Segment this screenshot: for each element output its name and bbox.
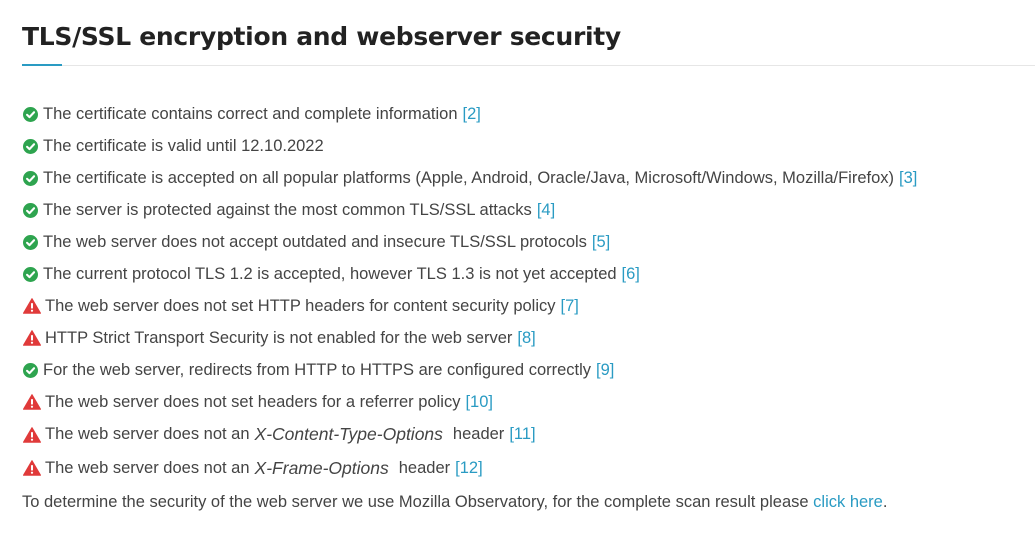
item-text: The certificate is accepted on all popular platforms (Apple, Android, Oracle/Java, Microsoft/Windows, Mozilla/Firefox) [43,168,895,187]
list-item [22,130,1032,162]
scan-result-link[interactable]: click here [813,493,883,511]
footer-text: To determine the security of the web server we use Mozilla Observatory, for the complete scan result please [22,493,809,511]
item-suffix: header [452,425,505,444]
item-text: HTTP Strict Transport Security is not enabled for the web server [45,328,513,347]
item-text: The web server does not an [45,425,250,444]
list-item [22,452,1032,486]
item-text: For the web server, redirects from HTTP to HTTPS are configured correctly [43,360,592,379]
footer-end: . [882,493,888,511]
list-item [22,258,1032,290]
header-name: X-Frame-Options [254,457,389,478]
reference-link[interactable]: [9] [596,360,615,379]
list-item [22,194,1032,226]
reference-link[interactable]: [4] [536,200,556,219]
item-text: The certificate is valid until 12.10.2022 [43,136,324,155]
item-text: The server is protected against the most common TLS/SSL attacks [43,200,532,219]
reference-link[interactable]: [3] [899,168,918,187]
list-item [22,386,1032,418]
check-circle-icon [22,234,39,251]
reference-link[interactable]: [8] [517,328,536,347]
list-item [22,354,1032,386]
item-text: The certificate contains correct and complete information [43,104,458,123]
header-name: X-Content-Type-Options [254,424,443,445]
reference-link[interactable]: [10] [465,392,493,411]
check-circle-icon [22,266,39,283]
security-checks-list [22,98,1032,485]
reference-link[interactable]: [6] [621,264,640,283]
reference-link[interactable]: [12] [455,458,483,477]
warning-triangle-icon [22,426,41,443]
item-text: The current protocol TLS 1.2 is accepted, however TLS 1.3 is not yet accepted [43,264,617,283]
reference-link[interactable]: [5] [591,232,611,251]
title-divider [22,65,1035,66]
reference-link[interactable]: [7] [560,296,579,315]
title-accent-bar [22,64,62,66]
list-item [22,418,1032,452]
item-text: The web server does not accept outdated and insecure TLS/SSL protocols [43,232,587,251]
reference-link[interactable]: [2] [462,104,481,123]
list-item [22,290,1032,322]
reference-link[interactable]: [11] [509,425,536,444]
warning-triangle-icon [22,394,41,411]
item-suffix: header [398,458,451,477]
warning-triangle-icon [22,298,41,315]
check-circle-icon [22,170,39,187]
warning-triangle-icon [22,460,41,477]
list-item [22,322,1032,354]
list-item [22,98,1032,130]
check-circle-icon [22,362,39,379]
warning-triangle-icon [22,330,41,347]
item-text: The web server does not set headers for a referrer policy [45,392,461,411]
item-text: The web server does not set HTTP headers for content security policy [45,296,556,315]
footer-note [22,490,1032,514]
list-item [22,226,1032,258]
check-circle-icon [22,202,39,219]
list-item [22,162,1032,194]
page-title: TLS/SSL encryption and webserver security [22,22,621,51]
check-circle-icon [22,138,39,155]
check-circle-icon [22,106,39,123]
item-text: The web server does not an [45,458,250,477]
